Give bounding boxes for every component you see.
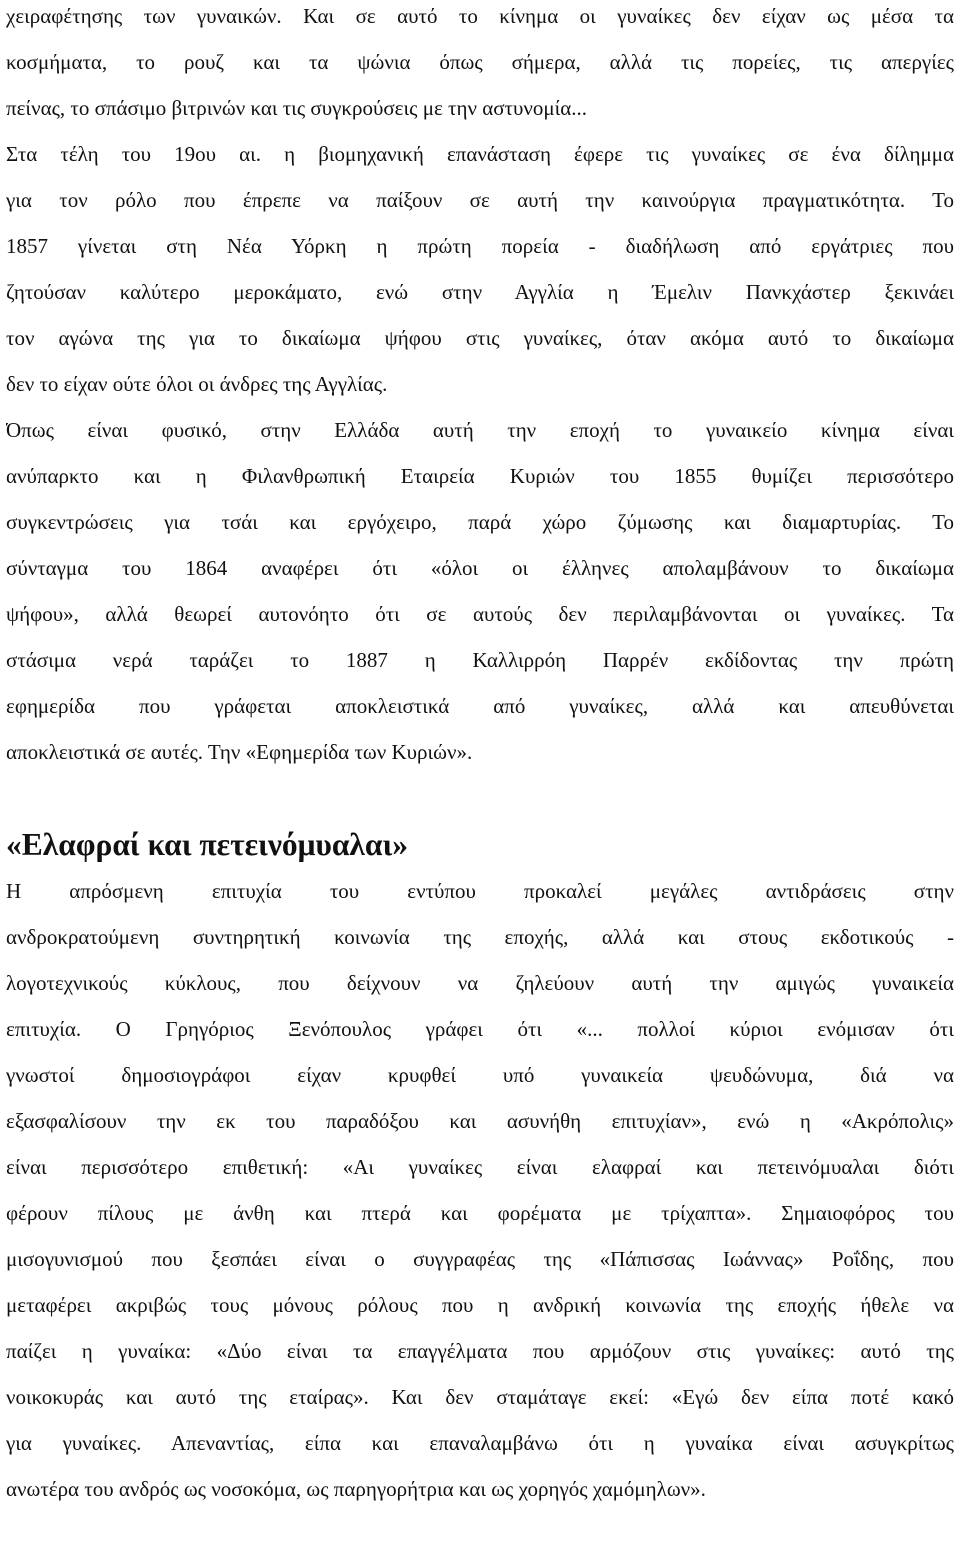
text-line: τον αγώνα της για το δικαίωμα ψήφου στις γυναίκες, όταν ακόμα αυτό το δικαίωμα <box>6 326 954 350</box>
text-line: μισογυνισμού που ξεσπάει είναι ο συγγραφέας της «Πάπισσας Ιωάννας» Ροΐδης, που <box>6 1247 954 1271</box>
text-line: ανδροκρατούμενη συντηρητική κοινωνία της εποχής, αλλά και στους εκδοτικούς - <box>6 925 954 949</box>
text-line: ζητούσαν καλύτερο μεροκάματο, ενώ στην Αγγλία η Έμελιν Πανκχάστερ ξεκινάει <box>6 280 954 304</box>
text-line: ανύπαρκτο και η Φιλανθρωπική Εταιρεία Κυριών του 1855 θυμίζει περισσότερο <box>6 464 954 488</box>
text-line: είναι περισσότερο επιθετική: «Αι γυναίκες είναι ελαφραί και πετεινόμυαλαι διότι <box>6 1155 954 1179</box>
text-line: ψήφου», αλλά θεωρεί αυτονόητο ότι σε αυτούς δεν περιλαμβάνονται οι γυναίκες. Τα <box>6 602 954 626</box>
section-spacer <box>6 775 954 822</box>
text-line: λογοτεχνικούς κύκλους, που δείχνουν να ζηλεύουν αυτή την αμιγώς γυναικεία <box>6 971 954 995</box>
text-line: ανωτέρα του ανδρός ως νοσοκόμα, ως παρηγορήτρια και ως χορηγός χαμόμηλων». <box>6 1477 706 1501</box>
text-line: για τον ρόλο που έπρεπε να παίξουν σε αυτή την καινούργια πραγματικότητα. Το <box>6 188 954 212</box>
text-line: Στα τέλη του 19ου αι. η βιομηχανική επανάσταση έφερε τις γυναίκες σε ένα δίλημμα <box>6 142 954 166</box>
text-line: φέρουν πίλους με άνθη και πτερά και φορέματα με τρίχαπτα». Σημαιοφόρος του <box>6 1201 954 1225</box>
paragraph-industrial-revolution <box>6 131 954 407</box>
text-line: στάσιμα νερά ταράζει το 1887 η Καλλιρρόη Παρρέν εκδίδοντας την πρώτη <box>6 648 954 672</box>
text-line: γνωστοί δημοσιογράφοι είχαν κρυφθεί υπό γυναικεία ψευδώνυμα, διά να <box>6 1063 954 1087</box>
text-line: συγκεντρώσεις για τσάι και εργόχειρο, παρά χώρο ζύμωσης και διαμαρτυρίας. Το <box>6 510 954 534</box>
text-line: 1857 γίνεται στη Νέα Υόρκη η πρώτη πορεία - διαδήλωση από εργάτριες που <box>6 234 954 258</box>
text-line: επιτυχία. Ο Γρηγόριος Ξενόπουλος γράφει ότι «... πολλοί κύριοι ενόμισαν ότι <box>6 1017 954 1041</box>
text-line: πείνας, το σπάσιμο βιτρινών και τις συγκρούσεις με την αστυνομία... <box>6 96 588 120</box>
text-line: Η απρόσμενη επιτυχία του εντύπου προκαλεί μεγάλες αντιδράσεις στην <box>6 879 954 903</box>
section-heading: «Ελαφραί και πετεινόμυαλαι» <box>6 827 408 862</box>
text-line: εφημερίδα που γράφεται αποκλειστικά από γυναίκες, αλλά και απευθύνεται <box>6 694 954 718</box>
text-line: Όπως είναι φυσικό, στην Ελλάδα αυτή την εποχή το γυναικείο κίνημα είναι <box>6 418 954 442</box>
text-line: αποκλειστικά σε αυτές. Την «Εφημερίδα των Κυριών». <box>6 740 473 764</box>
text-line: χειραφέτησης των γυναικών. Και σε αυτό το κίνημα οι γυναίκες δεν είχαν ως μέσα τα <box>6 4 954 28</box>
text-line: σύνταγμα του 1864 αναφέρει ότι «όλοι οι έλληνες απολαμβάνουν το δικαίωμα <box>6 556 954 580</box>
paragraph-greece <box>6 407 954 775</box>
text-line: μεταφέρει ακριβώς τους μόνους ρόλους που η ανδρική κοινωνία της εποχής ήθελε να <box>6 1293 954 1317</box>
paragraph-reactions <box>6 868 954 1512</box>
text-line: νοικοκυράς και αυτό της εταίρας». Και δεν σταμάταγε εκεί: «Εγώ δεν είπα ποτέ κακό <box>6 1385 954 1409</box>
text-line: εξασφαλίσουν την εκ του παραδόξου και ασυνήθη επιτυχίαν», ενώ η «Ακρόπολις» <box>6 1109 954 1133</box>
paragraph-women-emancipation <box>6 0 954 131</box>
text-line: δεν το είχαν ούτε όλοι οι άνδρες της Αγγλίας. <box>6 372 388 396</box>
text-line: κοσμήματα, το ρουζ και τα ψώνια όπως σήμερα, αλλά τις πορείες, τις απεργίες <box>6 50 954 74</box>
text-line: παίζει η γυναίκα: «Δύο είναι τα επαγγέλματα που αρμόζουν στις γυναίκες: αυτό της <box>6 1339 954 1363</box>
text-line: για γυναίκες. Απεναντίας, είπα και επαναλαμβάνω ότι η γυναίκα είναι ασυγκρίτως <box>6 1431 954 1455</box>
